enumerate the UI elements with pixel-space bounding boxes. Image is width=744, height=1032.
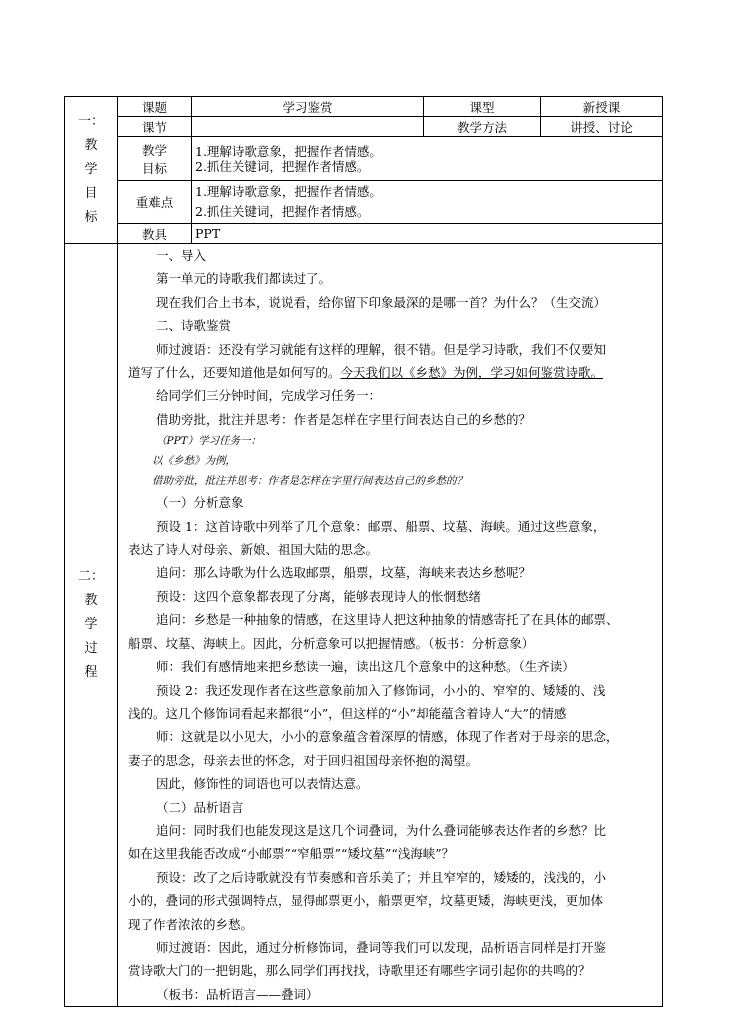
- paragraph: 追问：乡愁是一种抽象的情感，在这里诗人把这种抽象的情感寄托了在具体的邮票、: [156, 612, 619, 628]
- row-period: [65, 117, 663, 137]
- goals-text: [192, 137, 663, 181]
- process-content: [118, 244, 663, 1007]
- row-topic: [65, 97, 663, 117]
- section-teaching-process: [65, 244, 118, 1007]
- paragraph: 预设：改了之后诗歌就没有节奏感和音乐美了；并且窄窄的，矮矮的，浅浅的，小: [156, 869, 607, 885]
- paragraph-continued: 表达了诗人对母亲、新娘、祖国大陆的思念。: [128, 542, 379, 558]
- text-span: 道写了什么，还要知道他是如何写的。: [128, 365, 341, 381]
- lesson-type-label: 课型: [424, 97, 541, 117]
- method-value: 讲授、讨论: [541, 117, 663, 137]
- paragraph: 追问：那么诗歌为什么选取邮票，船票，坟墓，海峡来表达乡愁呢？: [156, 565, 532, 581]
- section2-char: 程: [84, 665, 98, 681]
- lesson-plan-table: [64, 96, 663, 1007]
- row-goals: [65, 137, 663, 181]
- section1-num: 一：: [77, 114, 104, 129]
- topic-label: 课题: [118, 97, 192, 117]
- aids-label: 教具: [118, 224, 192, 244]
- ppt-task-line: 借助旁批，批注并思考：作者是怎样在字里行间表达自己的乡愁的？: [152, 475, 467, 488]
- paragraph-continued: 船票、坟墓、海峡上。因此，分析意象可以把握情感。（板书：分析意象）: [128, 635, 535, 651]
- heading-analyze-imagery: （一）分析意象: [156, 495, 244, 511]
- section2-num: 二：: [77, 569, 104, 585]
- paragraph: 现在我们合上书本，说说看，给你留下印象最深的是哪一首？为什么？（生交流）: [156, 294, 607, 310]
- paragraph: 师过渡语：还没有学习就能有这样的理解，很不错。但是学习诗歌，我们不仅要知: [156, 341, 607, 357]
- paragraph-continued: [128, 361, 656, 384]
- paragraph-continued: 浅的。这几个修饰词看起来都很“小”，但这样的“小”却能蕴含着诗人“大”的情感: [128, 705, 567, 721]
- goals-label-b: 目标: [141, 160, 167, 176]
- paragraph: 借助旁批，批注并思考：作者是怎样在字里行间表达自己的乡愁的？: [156, 411, 532, 427]
- period-value: [192, 117, 424, 137]
- topic-value: 学习鉴赏: [192, 97, 424, 117]
- goal-2: 2.抓住关键词，把握作者情感。: [195, 158, 370, 174]
- paragraph: 师：我们有感情地来把乡愁读一遍，读出这几个意象中的这种愁。（生齐读）: [156, 659, 575, 675]
- heading-intro: 一、导入: [156, 248, 207, 263]
- ppt-task-title: （PPT）学习任务一：: [156, 435, 262, 448]
- goal-1: 1.理解诗歌意象，把握作者情感。: [195, 143, 382, 159]
- section2-char: 教: [84, 593, 98, 609]
- paragraph-continued: 妻子的思念，母亲去世的怀念，对于回归祖国母亲怀抱的渴望。: [128, 752, 479, 768]
- section2-char: 过: [84, 641, 98, 657]
- paragraph: 第一单元的诗歌我们都读过了。: [156, 271, 332, 287]
- section2-char: 学: [84, 617, 98, 633]
- section-teaching-goals: [65, 97, 118, 244]
- underlined-text: 今天我们以《乡愁》为例，学习如何鉴赏诗歌。: [340, 365, 604, 381]
- heading-poetry-appreciation: 二、诗歌鉴赏: [156, 318, 232, 334]
- section1-char: 教: [84, 138, 98, 153]
- paragraph-continued: 赏诗歌大门的一把钥匙，那么同学们再找找，诗歌里还有哪些字词引起你的共鸣的？: [128, 963, 591, 979]
- row-aids: [65, 224, 663, 244]
- paragraph: 预设：这四个意象都表现了分离，能够表现诗人的怅惘愁绪: [156, 588, 482, 604]
- aids-value: PPT: [192, 224, 663, 244]
- key-point-2: 2.抓住关键词，把握作者情感。: [195, 204, 370, 219]
- row-key-points: [65, 181, 663, 224]
- period-label: 课节: [118, 117, 192, 137]
- paragraph: 师过渡语：因此，通过分析修饰词，叠词等我们可以发现，品析语言同样是打开鉴: [156, 939, 607, 955]
- paragraph-continued: 现了作者浓浓的乡愁。: [128, 916, 254, 932]
- paragraph: 师：这就是以小见大，小小的意象蕴含着深厚的情感，体现了作者对于母亲的思念，: [156, 729, 619, 745]
- section1-char: 目: [84, 186, 98, 201]
- heading-analyze-language: （二）品析语言: [156, 799, 244, 815]
- key-point-1: 1.理解诗歌意象，把握作者情感。: [195, 184, 382, 199]
- row-process: [65, 244, 663, 1007]
- paragraph-continued: 小的，叠词的形式强调特点，显得邮票更小，船票更窄，坟墓更矮，海峡更浅，更加体: [128, 893, 604, 909]
- paragraph: 追问：同时我们也能发现这是这几个词叠词，为什么叠词能够表达作者的乡愁？比: [156, 822, 607, 838]
- section1-char: 学: [84, 162, 98, 177]
- key-points-text: [192, 181, 663, 224]
- section1-char: 标: [84, 210, 98, 225]
- paragraph: 给同学们三分钟时间，完成学习任务一：: [156, 388, 382, 404]
- paragraph-continued: 如在这里我能否改成“小邮票”“窄船票”“矮坟墓”“浅海峡”？: [128, 846, 455, 862]
- key-points-label: 重难点: [118, 181, 192, 224]
- paragraph: 因此，修饰性的词语也可以表情达意。: [156, 776, 369, 792]
- paragraph: 预设 1：这首诗歌中列举了几个意象：邮票、船票、坟墓、海峡。通过这些意象，: [156, 518, 606, 534]
- ppt-task-line: 以《乡愁》为例，: [152, 455, 236, 468]
- lesson-type-value: 新授课: [541, 97, 663, 117]
- goals-label: [118, 137, 192, 181]
- goals-label-a: 教学: [141, 142, 167, 158]
- method-label: 教学方法: [424, 117, 541, 137]
- board-note: （板书：品析语言——叠词）: [156, 986, 319, 1002]
- paragraph: 预设 2：我还发现作者在这些意象前加入了修饰词，小小的、窄窄的、矮矮的、浅: [156, 682, 606, 698]
